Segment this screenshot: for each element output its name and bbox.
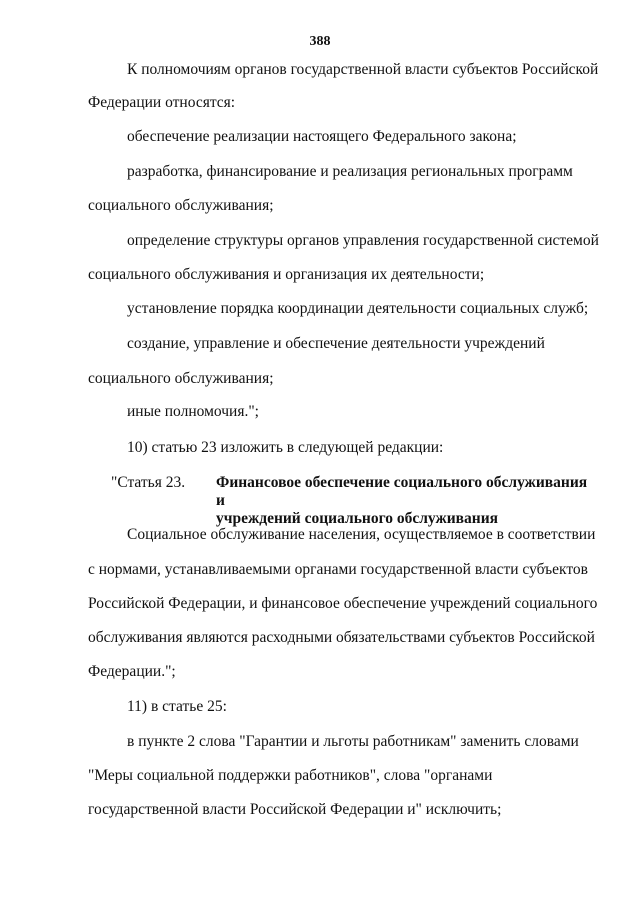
paragraph-line: К полномочиям органов государственной власти субъектов Российской	[127, 61, 599, 78]
paragraph-line: обеспечение реализации настоящего Федерального закона;	[127, 128, 517, 145]
paragraph-line: социального обслуживания;	[88, 370, 274, 387]
paragraph-line: в пункте 2 слова "Гарантии и льготы работникам" заменить словами	[127, 733, 579, 750]
paragraph-line: 10) статью 23 изложить в следующей редакции:	[127, 439, 444, 456]
paragraph-line: Социальное обслуживание населения, осуществляемое в соответствии	[127, 526, 596, 543]
paragraph-line: 11) в статье 25:	[127, 698, 227, 715]
paragraph-line: Российской Федерации, и финансовое обеспечение учреждений социального	[88, 595, 598, 612]
paragraph-line: иные полномочия.";	[127, 403, 259, 420]
paragraph-line: Федерации относятся:	[88, 94, 236, 111]
article-title-line: учреждений социального обслуживания	[216, 510, 499, 527]
article-label: "Статья 23.	[111, 474, 186, 491]
paragraph-line: разработка, финансирование и реализация региональных программ	[127, 163, 573, 180]
article-title-line: Финансовое обеспечение социального обслуживания и	[216, 474, 588, 509]
paragraph-line: государственной власти Российской Федерации и" исключить;	[88, 801, 502, 818]
paragraph-line: социального обслуживания;	[88, 197, 274, 214]
paragraph-line: установление порядка координации деятельности социальных служб;	[127, 300, 589, 317]
paragraph-line: создание, управление и обеспечение деятельности учреждений	[127, 335, 545, 352]
paragraph-line: социального обслуживания и организация их деятельности;	[88, 266, 485, 283]
paragraph-line: с нормами, устанавливаемыми органами государственной власти субъектов	[88, 561, 588, 578]
paragraph-line: "Меры социальной поддержки работников", слова "органами	[88, 767, 493, 784]
paragraph-line: определение структуры органов управления государственной системой	[127, 232, 599, 249]
paragraph-line: обслуживания являются расходными обязательствами субъектов Российской	[88, 629, 595, 646]
article-title	[216, 474, 596, 528]
paragraph-line: Федерации.";	[88, 663, 176, 680]
page-number: 388	[309, 34, 331, 49]
